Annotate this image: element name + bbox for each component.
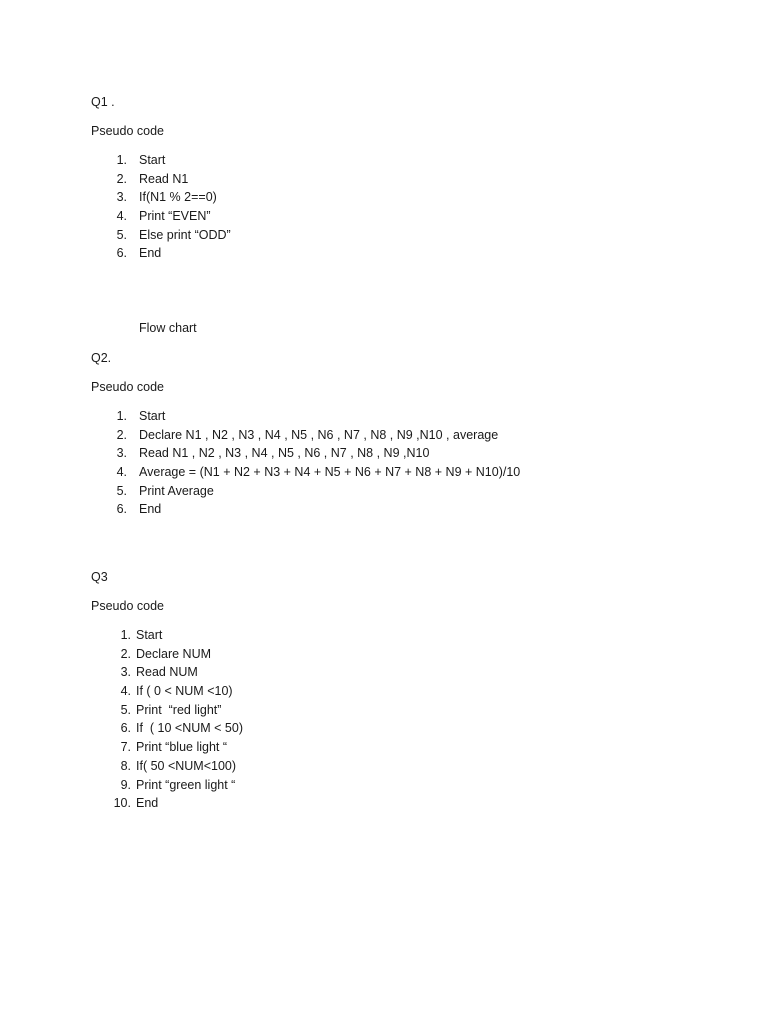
step-text: End — [139, 246, 162, 261]
list-number: 5. — [116, 483, 127, 498]
list-number: 1. — [116, 409, 127, 423]
step-text: If( 50 <NUM<100) — [136, 758, 237, 773]
list-number: 6. — [116, 246, 127, 261]
list-number: 4. — [116, 465, 127, 480]
q2-steps-list — [116, 407, 521, 519]
step-text: Print “EVEN” — [139, 209, 211, 224]
step-text: Read N1 , N2 , N3 , N4 , N5 , N6 , N7 , N8 , N9 ,N10 — [139, 446, 430, 461]
list-number: 2. — [116, 427, 127, 442]
list-number: 4. — [120, 684, 131, 699]
q3-pseudo-code-label: Pseudo code — [91, 599, 164, 613]
step-text: Else print “ODD” — [139, 227, 231, 242]
list-item — [120, 738, 243, 757]
list-item — [116, 426, 520, 445]
list-item — [116, 170, 231, 189]
list-item — [113, 794, 243, 813]
list-item — [116, 244, 231, 263]
list-item — [120, 719, 243, 738]
q2-heading: Q2. — [91, 351, 112, 365]
step-text: Print Average — [139, 483, 214, 498]
q1-heading: Q1 . — [91, 95, 115, 109]
list-item — [116, 444, 520, 463]
list-item — [116, 151, 231, 170]
q1-steps-list — [116, 151, 231, 263]
step-text: Read NUM — [136, 665, 198, 680]
step-text: Start — [136, 628, 163, 642]
list-item — [120, 757, 243, 776]
step-text: Start — [139, 153, 166, 167]
list-number: 1. — [120, 628, 131, 642]
q1-flow-chart-label: Flow chart — [139, 321, 197, 335]
list-number: 2. — [116, 171, 127, 186]
step-text: End — [139, 502, 162, 517]
list-item — [120, 701, 243, 720]
list-number: 2. — [120, 646, 131, 661]
step-text: Declare NUM — [136, 646, 212, 661]
list-item — [120, 645, 243, 664]
list-number: 1. — [116, 153, 127, 167]
list-item — [120, 682, 243, 701]
q3-steps-list — [113, 626, 243, 813]
step-text: Average = (N1 + N2 + N3 + N4 + N5 + N6 + N7 + N8 + N9 + N10)/10 — [139, 465, 521, 480]
list-number: 5. — [120, 702, 131, 717]
list-number: 9. — [120, 777, 131, 792]
list-item — [116, 482, 520, 501]
list-number: 3. — [116, 446, 127, 461]
list-number: 3. — [116, 190, 127, 205]
step-text: End — [136, 796, 159, 811]
list-item — [116, 188, 231, 207]
list-number: 6. — [120, 721, 131, 736]
q2-pseudo-code-label: Pseudo code — [91, 380, 164, 394]
list-item — [116, 207, 231, 226]
list-item — [116, 226, 231, 245]
list-number: 7. — [120, 740, 131, 755]
step-text: Start — [139, 409, 166, 423]
q1-pseudo-code-label: Pseudo code — [91, 124, 164, 138]
step-text: If ( 0 < NUM <10) — [136, 684, 233, 699]
step-text: Declare N1 , N2 , N3 , N4 , N5 , N6 , N7 , N8 , N9 ,N10 , average — [139, 427, 499, 442]
step-text: Print “blue light “ — [136, 740, 228, 755]
list-item — [116, 463, 521, 482]
list-number: 6. — [116, 502, 127, 517]
list-number: 5. — [116, 227, 127, 242]
list-number: 10. — [113, 796, 131, 811]
list-item — [120, 663, 243, 682]
step-text: Read N1 — [139, 171, 189, 186]
q3-heading: Q3 — [91, 570, 108, 584]
list-item — [116, 500, 520, 519]
list-item — [120, 626, 243, 645]
list-number: 3. — [120, 665, 131, 680]
list-item — [120, 776, 243, 795]
list-number: 8. — [120, 758, 131, 773]
step-text: Print “green light “ — [136, 777, 236, 792]
step-text: If ( 10 <NUM < 50) — [136, 721, 243, 736]
list-item — [116, 407, 520, 426]
list-number: 4. — [116, 209, 127, 224]
step-text: If(N1 % 2==0) — [139, 190, 217, 205]
step-text: Print “red light” — [136, 702, 222, 717]
